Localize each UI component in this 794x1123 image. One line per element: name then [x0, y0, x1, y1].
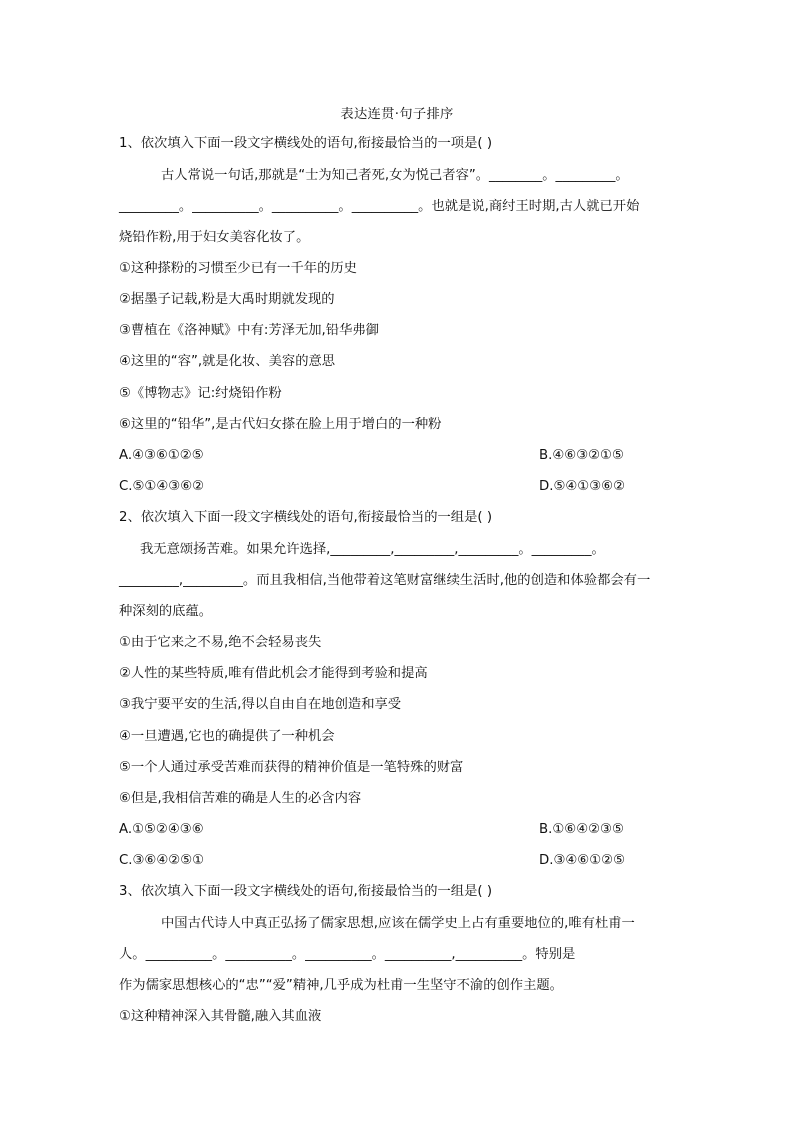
- q1-item-2: ②据墨子记载,粉是大禹时期就发现的: [119, 292, 335, 307]
- q1-stem: 1、依次填入下面一段文字横线处的语句,衔接最恰当的一项是( ): [119, 136, 493, 151]
- q2-option-c: C.③⑥④②⑤①: [119, 853, 205, 868]
- q2-item-2: ②人性的某些特质,唯有借此机会才能得到考验和提高: [119, 666, 428, 681]
- q3-item-1: ①这种精神深入其骨髓,融入其血液: [119, 1009, 322, 1024]
- q1-item-4: ④这里的“容”,就是化妆、美容的意思: [119, 354, 336, 369]
- q1-option-b: B.④⑥③②①⑤: [539, 448, 624, 463]
- q1-passage-line-3: 烧铅作粉,用于妇女美容化妆了。: [119, 230, 310, 245]
- q2-passage-line-3: 种深刻的底蕴。: [119, 604, 213, 619]
- q3-passage-line-2: 人。__________。__________。__________。__________,__________。特别是: [119, 947, 576, 962]
- q2-option-a: A.①⑤②④③⑥: [119, 822, 204, 837]
- q1-item-5: ⑤《博物志》记:纣烧铅作粉: [119, 386, 282, 401]
- q1-option-c: C.⑤①④③⑥②: [119, 479, 205, 494]
- q2-item-4: ④一旦遭遇,它也的确提供了一种机会: [119, 729, 335, 744]
- q3-passage-line-1: 中国古代诗人中真正弘扬了儒家思想,应该在儒学史上占有重要地位的,唯有杜甫一: [161, 916, 635, 931]
- q2-item-3: ③我宁要平安的生活,得以自由自在地创造和享受: [119, 697, 402, 712]
- q2-passage-line-1: 我无意颂扬苦难。如果允许选择,_________,_________,_________。_________。: [140, 542, 605, 557]
- q1-passage-line-2: _________。__________。__________。__________。也就是说,商纣王时期,古人就已开始: [119, 199, 640, 214]
- q1-item-6: ⑥这里的“铅华”,是古代妇女搽在脸上用于增白的一种粉: [119, 417, 442, 432]
- q2-item-6: ⑥但是,我相信苦难的确是人生的必含内容: [119, 791, 362, 806]
- q3-stem: 3、依次填入下面一段文字横线处的语句,衔接最恰当的一组是( ): [119, 884, 493, 899]
- q1-item-3: ③曹植在《洛神赋》中有:芳泽无加,铅华弗御: [119, 323, 379, 338]
- q1-item-1: ①这种搽粉的习惯至少已有一千年的历史: [119, 261, 357, 276]
- q1-option-d: D.⑤④①③⑥②: [539, 479, 625, 494]
- q2-passage-line-2: _________,_________。而且我相信,当他带着这笔财富继续生活时,他的创造和体验都会有一: [119, 573, 651, 588]
- q2-item-1: ①由于它来之不易,绝不会轻易丧失: [119, 635, 322, 650]
- q2-option-b: B.①⑥④②③⑤: [539, 822, 624, 837]
- q1-option-a: A.④③⑥①②⑤: [119, 448, 204, 463]
- q2-stem: 2、依次填入下面一段文字横线处的语句,衔接最恰当的一组是( ): [119, 510, 493, 525]
- q2-item-5: ⑤一个人通过承受苦难而获得的精神价值是一笔特殊的财富: [119, 760, 464, 775]
- q1-passage-line-1: 古人常说一句话,那就是“士为知己者死,女为悦己者容”。________。_________。: [161, 168, 629, 183]
- q2-option-d: D.③④⑥①②⑤: [539, 853, 625, 868]
- q3-passage-line-3: 作为儒家思想核心的“忠”“爱”精神,几乎成为杜甫一生坚守不渝的创作主题。: [119, 978, 563, 993]
- page-title: 表达连贯·句子排序: [340, 107, 454, 122]
